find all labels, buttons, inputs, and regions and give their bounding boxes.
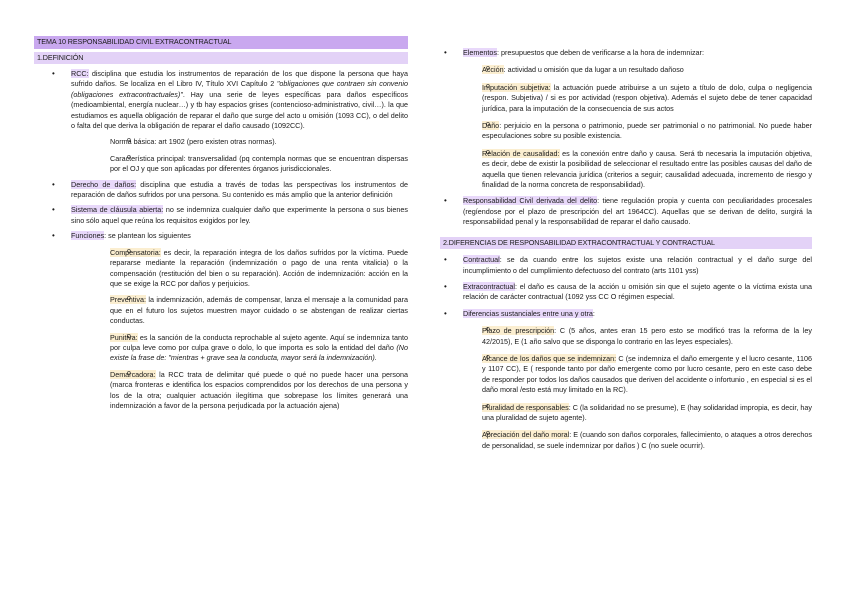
sub-item-alcance: o Alcance de los daños que se indemnizan: C (se indemniza el daño emergente y el lucro cesante, 1106 y 1107 CC), E ( responde tanto por daño emergente como por lucro cesante, pero en este caso debe de responder por todos los daños causados que deriven del accidente o infortunio , en especial si es el daño moral /esto está muy limitado en la RC).: [463, 354, 812, 396]
section1-list: [34, 69, 408, 411]
left-column: [34, 36, 408, 411]
term-extracontractual: Extracontractual: [463, 282, 515, 291]
sub-item-accion: o Acción: actividad u omisión que da lugar a un resultado dañoso: [463, 65, 812, 75]
term-funciones: Funciones: [71, 231, 105, 241]
section2-heading: 2.DIFERENCIAS DE RESPONSABILIDAD EXTRACONTRACTUAL Y CONTRACTUAL: [440, 237, 812, 250]
sub-item-causalidad: o Relación de causalidad: es la conexión entre daño y causa. Será tb necesaria la imputación objetiva, es decir, debe de existir la posibilidad de seleccionar el resultado entre las posibles causas del daño de aquella que tienen relevancia jurídica (criterios a seguir; causalidad adecuada, incremento de riesgo y finalidad de la norma concreta de responsabilidad).: [463, 149, 812, 191]
list-item-delito: • Responsabilidad Civil derivada del delito: tiene regulación propia y cuenta con peculiaridades procesales (regíendose por el plazo de prescripción del art 1964CC). Aquellas que se derivan de delito, surgirá la responsabilidad penal y la responsabilidad de reparar el daño causado.: [440, 196, 812, 227]
sub-item-punitiva: o Punitiva: es la sanción de la conducta reprochable al sujeto agente. Aquí se indemniza tanto por culpa leve como por culpa grave o dolo, lo que importa es solo la entidad del daño (No existe la frase de: "mientras + grave sea la conducta, mayor será la indemnización).: [71, 333, 408, 364]
sub-item-demarcadora: o Demarcadora: la RCC trata de delimitar qué puede o qué no puede hacer una persona (marca fronteras e identifica los espacios comprendidos por los derechos de una persona y los de la otra; cualquier actuación ilegítima que sobrepase los límites generará una indemnización a favor de la persona perjudicada por la actuación ajena): [71, 370, 408, 412]
sub-item-caracteristica: o Característica principal: transversalidad (pq contempla normas que se encuentran dispersas por el OJ y que son aplicadas por diferentes órganos jurisdiccionales.: [71, 154, 408, 175]
sub-item-imputacion: o Imputación subjetiva: la actuación puede atribuirse a un sujeto a título de dolo, culpa o negligencia (respon. Subjetiva) / si es por actividad (respon objetiva). Además el sujeto debe de tener capacidad jurídica, para la imputación de la consecuencia de sus actos: [463, 83, 812, 114]
term-diferencias: Diferencias sustanciales entre una y otra: [463, 308, 593, 318]
list-item-derecho-danos: • Derecho de daños: disciplina que estudia a través de todas las perspectivas los instrumentos de reparación de daños sufridos por una persona. Su contenido es más amplio que la anterior definición: [34, 180, 408, 201]
sub-item-compensatoria: o Compensatoria: es decir, la reparación integra de los daños sufridos por la víctima. Puede repararse mediante la reparación (indemnización o pago de una renta vitalicia) o la compensación (restitución del bien o su reparación). Acción de indemnización: acción en la que se exige la RCC por daños y perjuicios.: [71, 248, 408, 290]
list-item-rcc: • RCC: disciplina que estudia los instrumentos de reparación de los que dispone la persona que haya sufrido daños. Se localiza en el Libro IV, Título XVI Capítulo 2 "obligaciones que contraen sin convenio (obligaciones extracontractuales)". Hay una serie de leyes específicas para daños específicos (medioambiental, energía nuclear…) y tb hay espacios grises (contencioso-administrativo, civil…). la que estudiamos es aquella obligación de reparar el daño que surge del acto u omisión (1093 CC), o del delito o falta del que deriva la obligación de reparar el daño causado (1092CC). o Norma básica: art 1902 (pero existen otras normas). o Característica principal: transversalidad (pq contempla normas que se encuentran dispersas por el OJ y que son aplicadas por diferentes órganos jurisdiccionales.: [34, 69, 408, 175]
sub-item-norma: o Norma básica: art 1902 (pero existen otras normas).: [71, 137, 408, 147]
term-rcc: RCC:: [71, 69, 89, 78]
right-list: [440, 48, 812, 228]
list-item-contractual: • Contractual: se da cuando entre los sujetos existe una relación contractual y el daño surge del incumplimiento o del cumplimiento defectuoso del contrato (arts 1101 yss): [440, 255, 812, 276]
section1-heading: 1.DEFINICIÓN: [34, 52, 408, 65]
sub-item-pluralidad: o Pluralidad de responsables: C (la solidaridad no se presume), E (hay solidaridad impropia, es decir, hay una pluralidad de sujeto agente).: [463, 403, 812, 424]
right-column: [440, 48, 812, 451]
topic-title: TEMA 10 RESPONSABILIDAD CIVIL EXTRACONTRACTUAL: [34, 36, 408, 49]
sub-item-preventiva: o Preventiva: la indemnización, además de compensar, lanza el mensaje a la comunidad para que en el futuro los sujetos muestren mayor cuidado o se abstengan de realizar ciertas conductas.: [71, 295, 408, 326]
sub-item-dano-moral: o Apreciación del daño moral: E (cuando son daños corporales, fallecimiento, o ataques a otros derechos de personalidad, se suele indemnizar por daños ) C (no suele ocurrir).: [463, 430, 812, 451]
list-item-elementos: • Elementos: presupuestos que deben de verificarse a la hora de indemnizar: o Acción: actividad u omisión que da lugar a un resultado dañoso o Imputación subjetiva: la actuación puede atribuirse a un sujeto a título de dolo, culpa o negligencia (respon. Subjetiva) / si es por actividad (respon objetiva). Además el sujeto debe de tener capacidad jurídica, para la imputación de la consecuencia de sus actos o Daño: perjuicio en la persona o patrimonio, puede ser patrimonial o no patrimonial. No puede haber especulaciones sobre su posible existencia. o Relación de causalidad: es la conexión entre daño y causa. Será tb necesaria la imputación objetiva, es decir, debe de existir la posibilidad de seleccionar el resultado entre las posibles causas del daño de aquella que tienen relevancia jurídica (criterios a seguir; causalidad adecuada, incremento de riesgo y finalidad de la norma concreta de responsabilidad).: [440, 48, 812, 190]
list-item-diferencias: • Diferencias sustanciales entre una y otra: o Plazo de prescripción: C (5 años, antes eran 15 pero esto se modificó tras la reforma de la ley 42/2015), E (1 año salvo que se disponga lo contrario en las leyes especiales). o Alcance de los daños que se indemnizan: C (se indemniza el daño emergente y el lucro cesante, 1106 y 1107 CC), E ( responde tanto por daño emergente como por lucro cesante, pero en este caso debe de responder por todos los daños causados que deriven del accidente o infortunio , en especial si es el daño moral /esto está muy limitado en la RC). o Pluralidad de responsables: C (la solidaridad no se presume), E (hay solidaridad impropia, es decir, hay una pluralidad de sujeto agente). o Apreciación del daño moral: E (cuando son daños corporales, fallecimiento, o ataques a otros derechos de personalidad, se suele indemnizar por daños ) C (no suele ocurrir).: [440, 309, 812, 451]
list-item-clausula: • Sistema de cláusula abierta: no se indemniza cualquier daño que experimente la persona o sus bienes sino sólo aquel que reúna los requisitos exigidos por ley.: [34, 205, 408, 226]
sub-item-dano: o Daño: perjuicio en la persona o patrimonio, puede ser patrimonial o no patrimonial. No puede haber especulaciones sobre su posible existencia.: [463, 121, 812, 142]
term-contractual: Contractual: [463, 255, 500, 265]
section2-list: [440, 255, 812, 451]
term-derecho-danos: Derecho de daños:: [71, 179, 137, 189]
term-clausula: Sistema de cláusula abierta:: [71, 205, 164, 215]
term-elementos: Elementos: [463, 48, 497, 57]
term-delito: Responsabilidad Civil derivada del delito: [463, 196, 598, 206]
list-item-funciones: • Funciones: se plantean los siguientes o Compensatoria: es decir, la reparación integra de los daños sufridos por la víctima. Puede repararse mediante la reparación (indemnización o pago de una renta vitalicia) o la compensación (restitución del bien o su reparación). Acción de indemnización: acción en la que se exige la RCC por daños y perjuicios. o Preventiva: la indemnización, además de compensar, lanza el mensaje a la comunidad para que en el futuro los sujetos muestren mayor cuidado o se abstengan de realizar ciertas conductas. o Punitiva: es la sanción de la conducta reprochable al sujeto agente. Aquí se indemniza tanto por culpa leve como por culpa grave o dolo, lo que importa es solo la entidad del daño (No existe la frase de: "mientras + grave sea la conducta, mayor será la indemnización). o Demarcadora: la RCC trata de delimitar qué puede o qué no puede hacer una persona (marca fronteras e identifica los espacios comprendidos por los derechos de una persona y los de la otra; cualquier actuación ilegítima que sobrepase los límites generará una indemnización a favor de la persona perjudicada por la actuación ajena): [34, 231, 408, 411]
list-item-extracontractual: • Extracontractual: el daño es causa de la acción u omisión sin que el sujeto agente o la víctima exista una relación de carácter contractual (1092 yss CC O régimen especial.: [440, 282, 812, 303]
sub-item-plazo: o Plazo de prescripción: C (5 años, antes eran 15 pero esto se modificó tras la reforma de la ley 42/2015), E (1 año salvo que se disponga lo contrario en las leyes especiales).: [463, 326, 812, 347]
